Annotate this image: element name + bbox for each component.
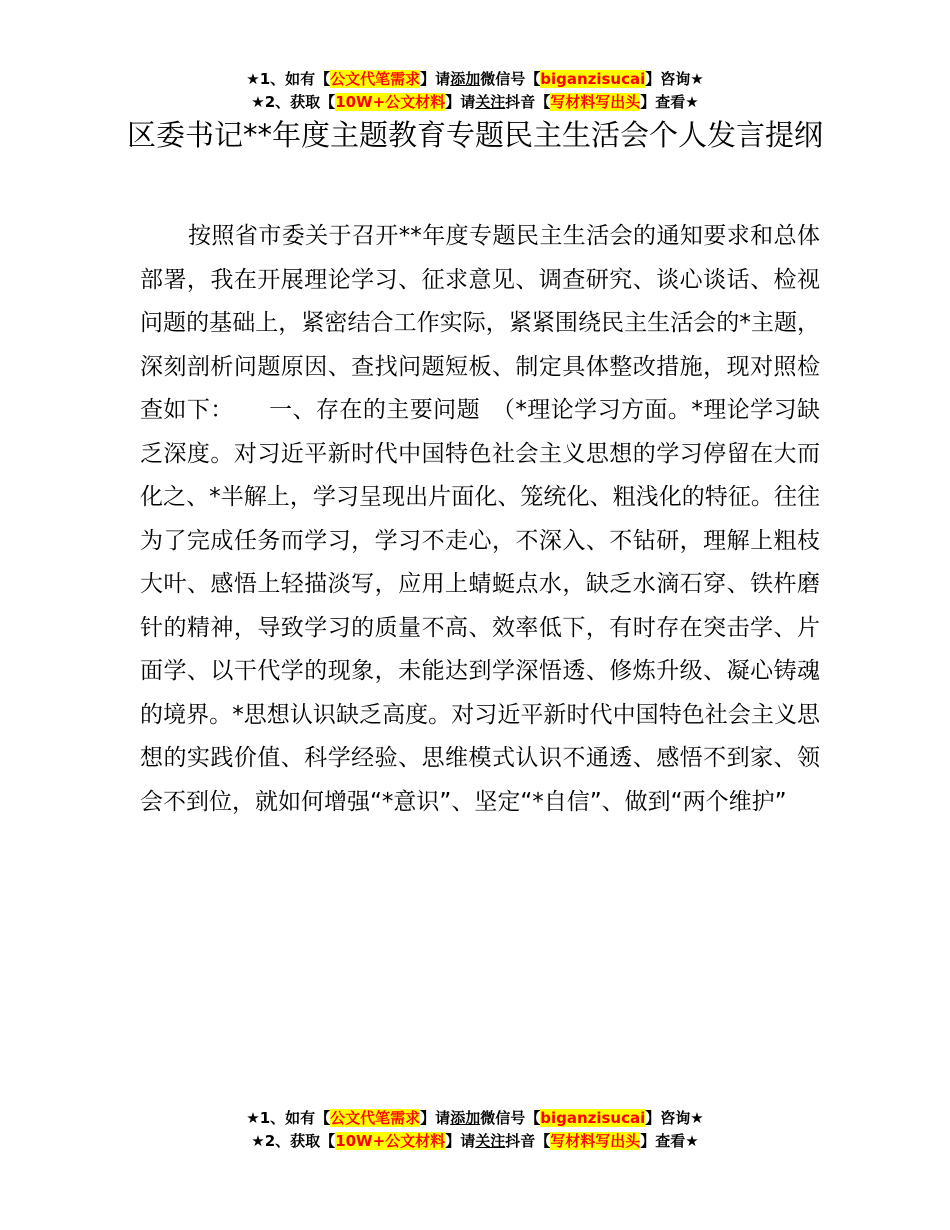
header-banner [0, 68, 950, 114]
footer-line2-middle: 】请 [445, 1132, 476, 1150]
footer-line1-highlight-wechat: biganzisucai [540, 1109, 646, 1127]
footer-banner-line-2 [0, 1130, 950, 1153]
footer-line1-middle2: 微信号【 [480, 1109, 541, 1127]
banner-line1-prefix: ★1、如有【 [246, 70, 331, 88]
footer-banner-line-1 [0, 1107, 950, 1130]
banner-line2-middle2: 抖音【 [505, 93, 551, 111]
banner-line1-highlight-service: 公文代笔需求 [330, 70, 421, 88]
footer-line2-emphasis: 关注 [475, 1132, 506, 1150]
banner-line2-middle: 】请 [445, 93, 476, 111]
banner-line2-emphasis: 关注 [475, 93, 506, 111]
footer-line1-highlight-service: 公文代笔需求 [330, 1109, 421, 1127]
footer-line2-prefix: ★2、获取【 [251, 1132, 336, 1150]
footer-line2-suffix: 】查看★ [640, 1132, 699, 1150]
document-title: 区委书记**年度主题教育专题民主生活会个人发言提纲 [126, 118, 823, 152]
banner-line-1 [0, 68, 950, 91]
footer-line1-suffix: 】咨询★ [645, 1109, 704, 1127]
footer-line2-highlight-douyin: 写材料写出头 [550, 1132, 641, 1150]
banner-line2-suffix: 】查看★ [640, 93, 699, 111]
footer-line1-prefix: ★1、如有【 [246, 1109, 331, 1127]
banner-line1-highlight-wechat: biganzisucai [540, 70, 646, 88]
banner-line1-middle: 】请 [420, 70, 451, 88]
banner-line1-emphasis: 添加 [450, 70, 481, 88]
footer-line2-middle2: 抖音【 [505, 1132, 551, 1150]
banner-line1-suffix: 】咨询★ [645, 70, 704, 88]
footer-line2-highlight-materials: 10W+公文材料 [335, 1132, 446, 1150]
banner-line-2 [0, 91, 950, 114]
document-body: 按照省市委关于召开**年度专题民主生活会的通知要求和总体部署，我在开展理论学习、征求意见、调查研究、谈心谈话、检视问题的基础上，紧密结合工作实际，紧紧围绕民主生活会的*主题，深刻剖析问题原因、查找问题短板、制定具体整改措施，现对照检查如下： 一、存在的主要问题 （*理论学习方面。*理论学习缺乏深度。对习近平新时代中国特色社会主义思想的学习停留在大而化之、*半解上，学习呈现出片面化、笼统化、粗浅化的特征。往往为了完成任务而学习，学习不走心，不深入、不钻研，理解上粗枝大叶、感悟上轻描淡写，应用上蜻蜓点水，缺乏水滴石穿、铁杵磨针的精神，导致学习的质量不高、效率低下，有时存在突击学、片面学、以干代学的现象，未能达到学深悟透、修炼升级、凝心铸魂的境界。*思想认识缺乏高度。对习近平新时代中国特色社会主义思想的实践价值、科学经验、思维模式认识不通透、感悟不到家、领会不到位，就如何增强“*意识”、坚定“*自信”、做到“两个维护” [140, 223, 820, 815]
banner-line1-middle2: 微信号【 [480, 70, 541, 88]
footer-line1-emphasis: 添加 [450, 1109, 481, 1127]
banner-line2-prefix: ★2、获取【 [251, 93, 336, 111]
footer-line1-middle: 】请 [420, 1109, 451, 1127]
banner-line2-highlight-materials: 10W+公文材料 [335, 93, 446, 111]
banner-line2-highlight-douyin: 写材料写出头 [550, 93, 641, 111]
footer-banner [0, 1107, 950, 1153]
